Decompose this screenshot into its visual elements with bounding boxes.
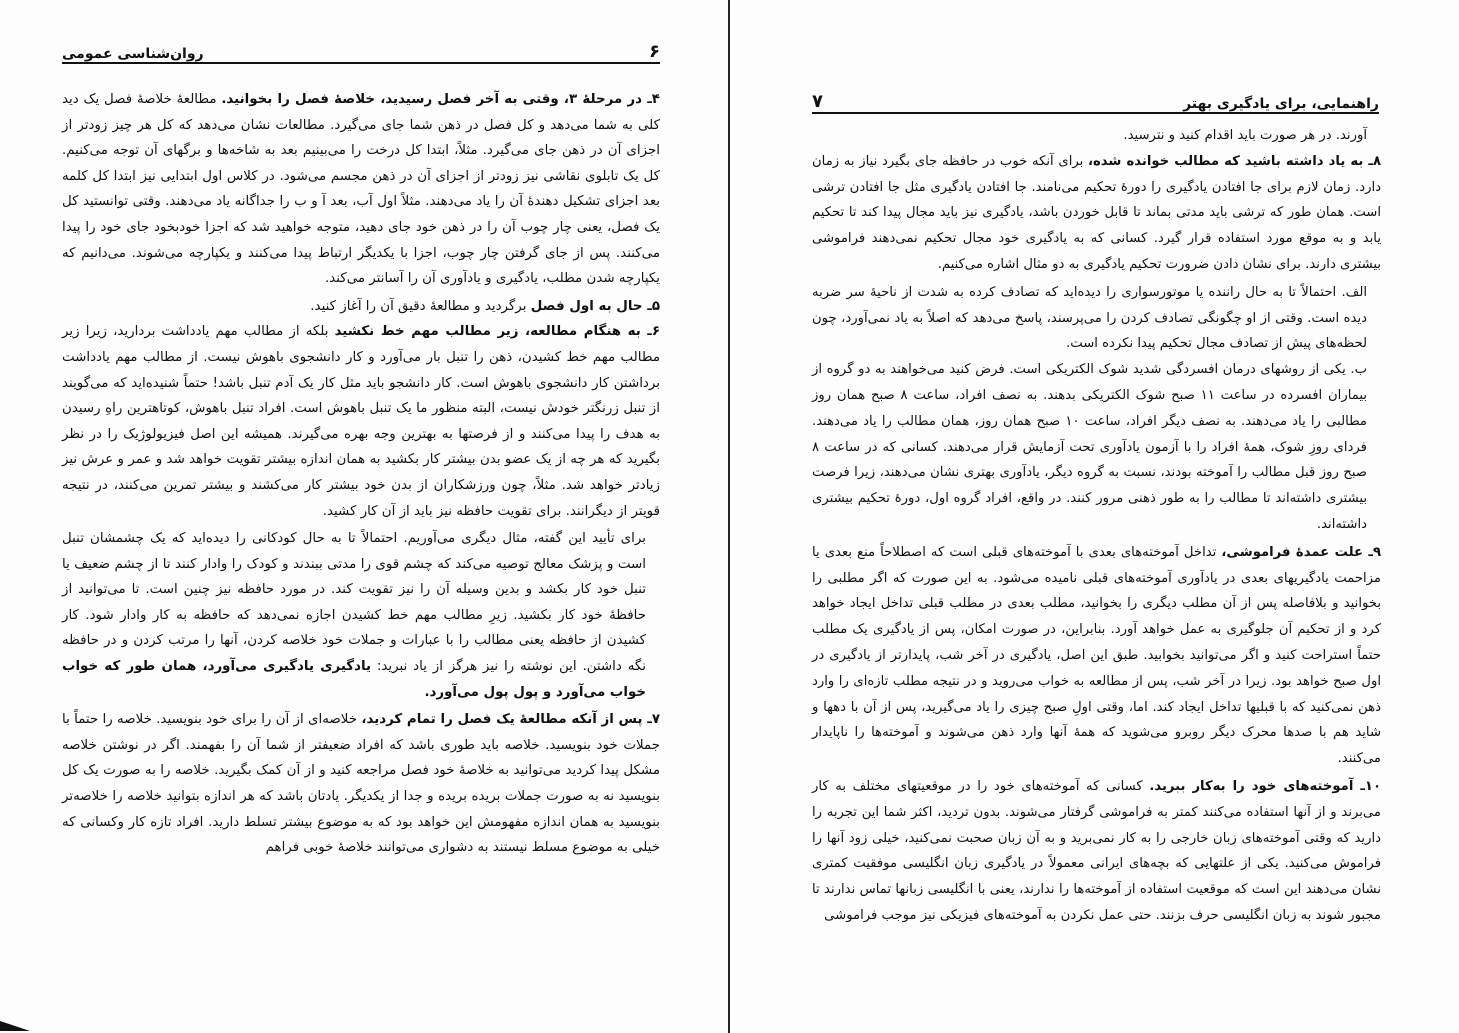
paragraph-item-9	[812, 540, 1381, 772]
paragraph-example-a	[812, 280, 1381, 357]
example-b-text: ب. یکی از روشهای درمان افسردگی شدید شوک الکتریکی است. فرض کنید می‌خواهند به دو گروه از بیماران افسرده در ساعت ۱۱ صبح شوک الکتریکی بدهند. به نصف افراد، ساعت ۸ صبح همان روز مطالبی را یاد می‌دهند. به نصف دیگر افراد، ساعت ۱۰ صبح همان روز، همان مطالب را یاد می‌دهند. فردای روزِ شوک، همهٔ افراد را با آزمون یادآوری تحت آزمایش قرار می‌دهند. کسانی که در ساعت ۸ صبح روز قبل مطالب را آموخته بودند، نسبت به گروه دیگر، یادآوری بهتری نشان می‌دهند، زیرا فرصت بیشتری داشته‌اند تا مطالب را به طور ذهنی مرور کنند. در واقع، افراد گروه اول، دورهٔ تحکیم بیشتری داشته‌اند.	[812, 362, 1368, 532]
paragraph-item-8	[812, 149, 1381, 278]
continuation-text: آورند. در هر صورت باید اقدام کنید و نترسید.	[1123, 128, 1367, 143]
paragraph-item-4	[62, 87, 660, 292]
paragraph-continuation	[812, 123, 1381, 149]
item-8-text: برای آنکه خوب در حافظه جای بگیرد نیاز به زمان دارد. زمان لازم برای جا افتادن یادگیری را دورهٔ تحکیم می‌نامند. جا افتادن یادگیری مثل جا افتادن ترشی است. همان طور که ترشی باید مدتی بماند تا قابل خوردن باشد، یادگیری نیز باید مجال پیدا کند تا تحکیم یابد و به موقع مورد استفاده قرار گیرد. کسانی که به یادگیری خود مجال تحکیم نمی‌دهند فراموشی بیشتری دارند. برای نشان دادن ضرورت تحکیم یادگیری به دو مثال اشاره می‌کنیم.	[812, 153, 1381, 272]
left-page-number: ۶	[649, 41, 660, 62]
item-5-heading: ۵ـ حال به اول فصل	[530, 298, 660, 314]
paragraph-example	[62, 526, 660, 705]
left-page-body	[62, 87, 660, 861]
example-text: برای تأیید این گفته، مثال دیگری می‌آوریم. احتمالاً تا به حال کودکانی را دیده‌اید که یک چشمشان تنبل است و پزشک معالج توصیه می‌کند که چشم قوی را مدتی ببندند و کودک را وادار کنند تا از چشم ضعیف یا تنبل خود کار بکشد و بدین وسیله آن را نیز تقویت کند. در مورد حافظه نیز چنین است. تا می‌توانید از حافظهٔ خود کار بکشید. زیرِ مطالب مهم خط کشیدن اجازه نمی‌دهد که حافظه به کار وادار شود. کار کشیدن از حافظه یعنی مطالب را با عبارات و جملات خود خلاصه کردن، آنها را مرتب کردن و در حافظه نگه داشتن. این نوشته را نیز هرگز از یاد نبرید:	[62, 531, 646, 675]
item-6-heading: ۶ـ به هنگام مطالعه، زیر مطالب مهم خط نکشید	[334, 324, 661, 340]
item-6-text: بلکه از مطالب مهم یادداشت بردارید، زیرا زیر مطالب مهم خط کشیدن، ذهن را تنبل بار می‌آورد و کار دانشجوی باهوش نیست. از مطالب مهم یادداشت برداشتن کار دانشجوی باهوش است. کار دانشجو باید مثل کار یک آدم تنبل باشد! حتماً شنیده‌اید که می‌گویند از تنبل زرنگتر خودش نیست، البته منظور ما یک تنبل باهوش است. افراد تنبل باهوش، کوتاهترین راهِ رسیدن به هدف را پیدا می‌کنند و از فرصتها به بهترین وجه بهره می‌گیرند. همیشه این اصل فیزیولوژیک را در نظر بگیرید که هر چه از یک عضو بدن بیشتر کار بکشید به همان اندازه بیشتر تقویت خواهد شد و عمر و عرش نیز زیادتر خواهد شد. مثلاً، چون ورزشکاران از بدن خود بیشتر کار می‌کشند و بیشتر تمرین می‌کنند، در نتیجه قویتر از دیگرانند. برای تقویت حافظه نیز باید از آن کار کشید.	[62, 324, 660, 519]
item-7-heading: ۷ـ پس از آنکه مطالعهٔ یک فصل را تمام کردید،	[361, 712, 660, 728]
right-page-number: ۷	[812, 91, 823, 112]
page-corner-mark	[0, 1021, 30, 1031]
left-page-header	[62, 38, 660, 64]
example-emphasis: یادگیری یادگیری می‌آورد، همان طور که خواب خواب می‌آورد و پول پول می‌آورد.	[62, 659, 646, 700]
paragraph-item-5	[62, 294, 660, 320]
item-9-heading: ۹ـ علت عمدهٔ فراموشی،	[1221, 544, 1381, 560]
item-5-text: برگردید و مطالعهٔ دقیق آن را آغاز کنید.	[310, 298, 531, 314]
item-10-heading: ۱۰ـ آموخته‌های خود را به‌کار ببرید.	[1149, 778, 1381, 794]
example-a-text: الف. احتمالاً تا به حال راننده یا موتورسواری را دیده‌اید که تصادف کرده به شدت از ناحیهٔ سر ضربه دیده است. وقتی از او چگونگی تصادف کردن را می‌پرسند، پاسخ می‌دهد که اصلاً به یاد نمی‌آورد، چون لحظه‌های پیش از تصادف مجال تحکیم پیدا نکرده است.	[812, 284, 1367, 352]
paragraph-item-7	[62, 707, 660, 861]
right-page-running-title: راهنمایی، برای یادگیری بهتر	[1183, 96, 1379, 112]
item-7-text: خلاصه‌ای از آن را برای خود بنویسید. خلاصه را حتماً با جملات خود بنویسید. خلاصه باید طوری باشد که افراد ضعیفتر از شما آن را بفهمند. اگر در نوشتن خلاصه مشکل پیدا کردید می‌توانید به خلاصهٔ خود فصل مراجعه کنید و از آن کمک بگیرید. خلاصه را به صورت یک کل بنویسید نه به صورت جملات بریده بریده و جدا از یکدیگر. یادتان باشد که هر اندازه بتوانید خلاصه را خلاصه‌تر بنویسید به همان اندازه مفهومش این خواهد بود که به موضوع بیشتر تسلط دارید. افراد تازه کار وکسانی که خیلی به موضوع مسلط نیستند به دشواری می‌توانند خلاصهٔ خوبی فراهم	[62, 712, 660, 856]
left-page-running-title: روان‌شناسی عمومی	[62, 46, 204, 62]
paragraph-example-b	[812, 357, 1381, 538]
right-page-body	[812, 123, 1381, 929]
item-8-heading: ۸ـ به یاد داشته باشید که مطالب خوانده شده،	[1088, 153, 1381, 169]
right-page-header	[812, 88, 1379, 114]
item-4-heading: ۴ـ در مرحلهٔ ۳، وقتی به آخر فصل رسیدید، خلاصهٔ فصل را بخوانید.	[221, 92, 660, 107]
item-9-text: تداخل آموخته‌های بعدی با آموخته‌های قبلی است که اصطلاحاً منع بعدی یا مزاحمت یادگیریهای بعدی در یادآوری آموخته‌های قبلی نامیده می‌شود. به این صورت که اگر مطلبی را بخوانید و بلافاصله پس از آن مطلب دیگری را بخوانید، مطلب بعدی در مطلب قبلی تداخل ایجاد خواهد کرد و از تحکیم آن جلوگیری به عمل خواهد آورد. بنابراین، در صورت امکان، پس از یادگیری یک مطلب حتماً استراحت کنید و اگر می‌توانید بخوابید. طبق این اصل، یادگیری در آخر شب، پایدارتر از یادگیری در اول صبح خواهد بود. زیرا در آخر شب، پس از مطالعه به خواب می‌روید و در نتیجه مطلب تازه‌ای را وارد ذهن نمی‌کنید که با قبلیها تداخل ایجاد کند. اما، وقتی اولِ صبح چیزی را یاد می‌گیرید، پس از آن با دهها و شاید هم با صدها محرک دیگر روبرو می‌شوید که همهٔ آنها وارد ذهن می‌شوند و آموخته‌ها را ناپایدار می‌کنند.	[812, 544, 1381, 767]
item-4-text: مطالعهٔ خلاصهٔ فصل یک دید کلی به شما می‌دهد و کل فصل در ذهن شما جای می‌گیرد. مطالعات نشان می‌دهد که کل هر چیز زودتر از اجزای آن در ذهن جای می‌گیرد. مثلاً، ابتدا کل درخت را می‌بینیم بعد به شاخه‌ها و برگهای آن توجه می‌کنیم. کل یک تابلوی نقاشی نیز زودتر از اجزای آن در ذهن مجسم می‌شود. در کلاس اول ابتدایی نیز ابتدا کل کلمه بعد اجزای تشکیل دهندهٔ آن را یاد می‌دهند. مثلاً اول آب، بعد آ و ب را جداگانه یاد می‌دهند. وقتی توانستید کل یک فصل، یعنی چار چوب آن را در ذهن خود جای دهید، متوجه خواهید شد که اجزا خودبخود جای خود را پیدا می‌کنند. پس از جای گرفتن چار چوب، اجزا با یکدیگر ارتباط پیدا می‌کنند و یکپارچه می‌شوند. می‌دانیم که یکپارچه شدن مطلب، یادگیری و یادآوری آن را آسانتر می‌کند.	[62, 92, 660, 287]
item-10-text: کسانی که آموخته‌های خود را در موقعیتهای مختلف به کار می‌برند و از آنها استفاده می‌کنند کمتر به فراموشی گرفتار می‌شوند. بدون تردید، اکثر شما این تجربه را دارید که وقتی آموخته‌های زبان خارجی را به کار نمی‌برید و به آن زبان صحبت نمی‌کنید، خیلی زود آنها را فراموش می‌کنید. یکی از علتهایی که بچه‌های ایرانی معمولاً در یادگیری زبان انگلیسی موفقیت کمتری نشان می‌دهند این است که موقعیت استفاده از آموخته‌ها را ندارند، یعنی با انگلیسی زبانها تماس ندارند تا مجبور شوند به زبان انگلیسی حرف بزنند. حتی عمل نکردن به آموخته‌های فیزیکی نیز موجب فراموشی	[812, 778, 1381, 923]
paragraph-item-10	[812, 774, 1381, 929]
paragraph-item-6	[62, 319, 660, 524]
right-page	[732, 0, 1459, 1033]
